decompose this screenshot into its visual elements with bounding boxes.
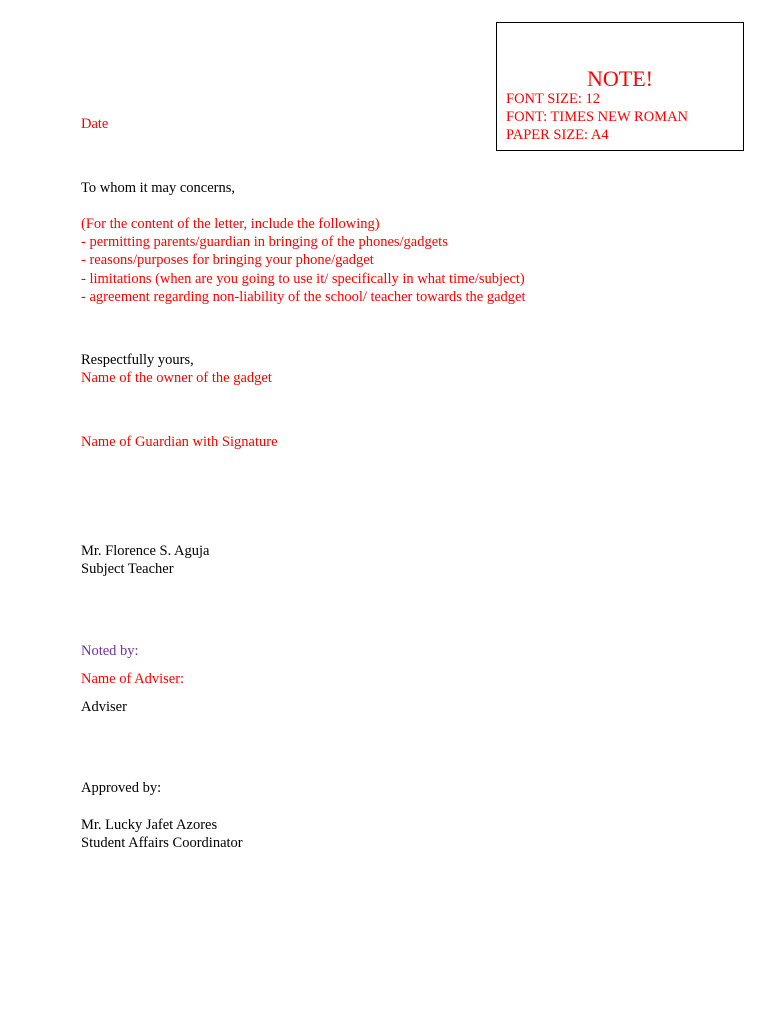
owner-name-placeholder: Name of the owner of the gadget	[81, 370, 272, 386]
content-item: - permitting parents/guardian in bringing of the phones/gadgets	[81, 234, 448, 250]
content-item: - agreement regarding non-liability of the school/ teacher towards the gadget	[81, 289, 526, 305]
coordinator-name: Mr. Lucky Jafet Azores	[81, 817, 218, 833]
note-font-size: FONT SIZE: 12	[506, 91, 600, 107]
note-box	[496, 22, 744, 151]
closing: Respectfully yours,	[81, 352, 194, 368]
date-placeholder: Date	[81, 116, 109, 132]
content-intro: (For the content of the letter, include the following)	[81, 216, 380, 232]
noted-by-label: Noted by:	[81, 643, 139, 659]
approved-by-label: Approved by:	[81, 780, 162, 796]
note-paper-size: PAPER SIZE: A4	[506, 127, 609, 143]
salutation: To whom it may concerns,	[81, 180, 236, 196]
guardian-name-placeholder: Name of Guardian with Signature	[81, 434, 278, 450]
content-item: - reasons/purposes for bringing your phone/gadget	[81, 252, 374, 268]
adviser-title: Adviser	[81, 699, 127, 715]
teacher-name: Mr. Florence S. Aguja	[81, 543, 210, 559]
coordinator-title: Student Affairs Coordinator	[81, 835, 243, 851]
note-title: NOTE!	[587, 66, 653, 91]
teacher-title: Subject Teacher	[81, 561, 174, 577]
content-item: - limitations (when are you going to use it/ specifically in what time/subject)	[81, 271, 525, 287]
adviser-name-placeholder: Name of Adviser:	[81, 671, 185, 687]
note-font: FONT: TIMES NEW ROMAN	[506, 109, 689, 125]
